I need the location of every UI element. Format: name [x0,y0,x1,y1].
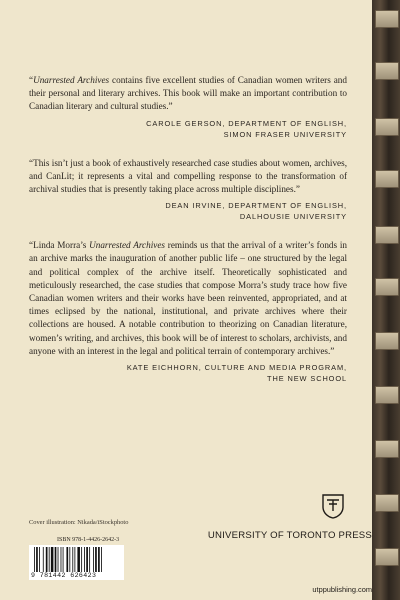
barcode-bar [61,547,62,572]
barcode-bar [74,547,75,572]
book-title: Unarrested Archives [89,240,166,251]
book-title: Unarrested Archives [33,75,110,85]
barcode-digits: 9 781442 626423 [31,572,97,579]
barcode-bar [86,547,88,572]
barcode-bar [93,547,94,572]
barcode-bar [51,547,54,572]
endorsement [29,74,347,140]
barcode-bar [98,547,100,572]
endorsement-attribution: DEAN IRVINE, DEPARTMENT OF ENGLISH, DALHOUSIE UNIVERSITY [165,201,347,222]
endorsement-attribution: KATE EICHHORN, CULTURE AND MEDIA PROGRAM, THE NEW SCHOOL [126,363,347,384]
barcode-bar [95,547,97,572]
barcode-bar [34,547,35,572]
barcode-bar [39,547,40,572]
barcode-bar [69,547,70,572]
barcode-bar [43,547,44,572]
endorsement-text: “Unarrested Archives contains five excellent studies of Canadian women writers and their personal and literary archives. This book will make an important contribution to Canadian literary and cultural studies.” [29,75,347,112]
barcode-bar [49,547,50,572]
archive-drawers-photo [372,0,400,600]
barcode-bar [66,547,68,572]
barcode-bar [36,547,38,572]
barcode-bar [84,547,85,572]
barcode-bar [89,547,90,572]
isbn-label: ISBN 978-1-4426-2642-3 [57,537,120,543]
endorsements [29,74,347,399]
barcode-bar [63,547,64,572]
endorsement-attribution: CAROLE GERSON, DEPARTMENT OF ENGLISH, SIMON FRASER UNIVERSITY [146,118,347,139]
publisher-url: utppublishing.com [312,585,372,594]
endorsement [29,157,347,223]
cover-credit: Cover illustration: Nikada/iStockphoto [29,519,129,526]
publisher-name: UNIVERSITY OF TORONTO PRESS [207,530,372,541]
barcode-bar [101,547,102,572]
endorsement-text: “This isn’t just a book of exhaustively researched case studies about women, archives, and CanLit; it represents a vital and compelling response to the transformation of archival studies that is presently taking place across multiple disciplines.” [29,157,347,195]
barcode-bar [77,547,80,572]
barcode-bar [72,547,73,572]
utp-shield-icon [321,493,345,519]
endorsement [29,239,347,384]
barcode-bar [46,547,48,572]
barcode-bar [81,547,82,572]
barcode [29,545,124,580]
barcode-bar [55,547,57,572]
barcode-bar [58,547,59,572]
barcode-bars [34,547,119,572]
endorsement-text: “Linda Morra’s Unarrested Archives reminds us that the arrival of a writer’s fonds in an archive marks the inauguration of another public life – one structured by the legal and political complex of the archive itself. Theoretically sophisticated and meticulously researched, the case studies that compose Morra’s study trace how five Canadian women writers and their works have been reinvented, appropriated, and at times eclipsed by the national, institutional, and private archives where their collections are housed. A notable contribution to theorizing on Canadian literature, women’s writing, and archives, this book will be of interest to scholars, archivists, and anyone with an interest in the legal and political terrain of contemporary archives.” [29,240,347,356]
